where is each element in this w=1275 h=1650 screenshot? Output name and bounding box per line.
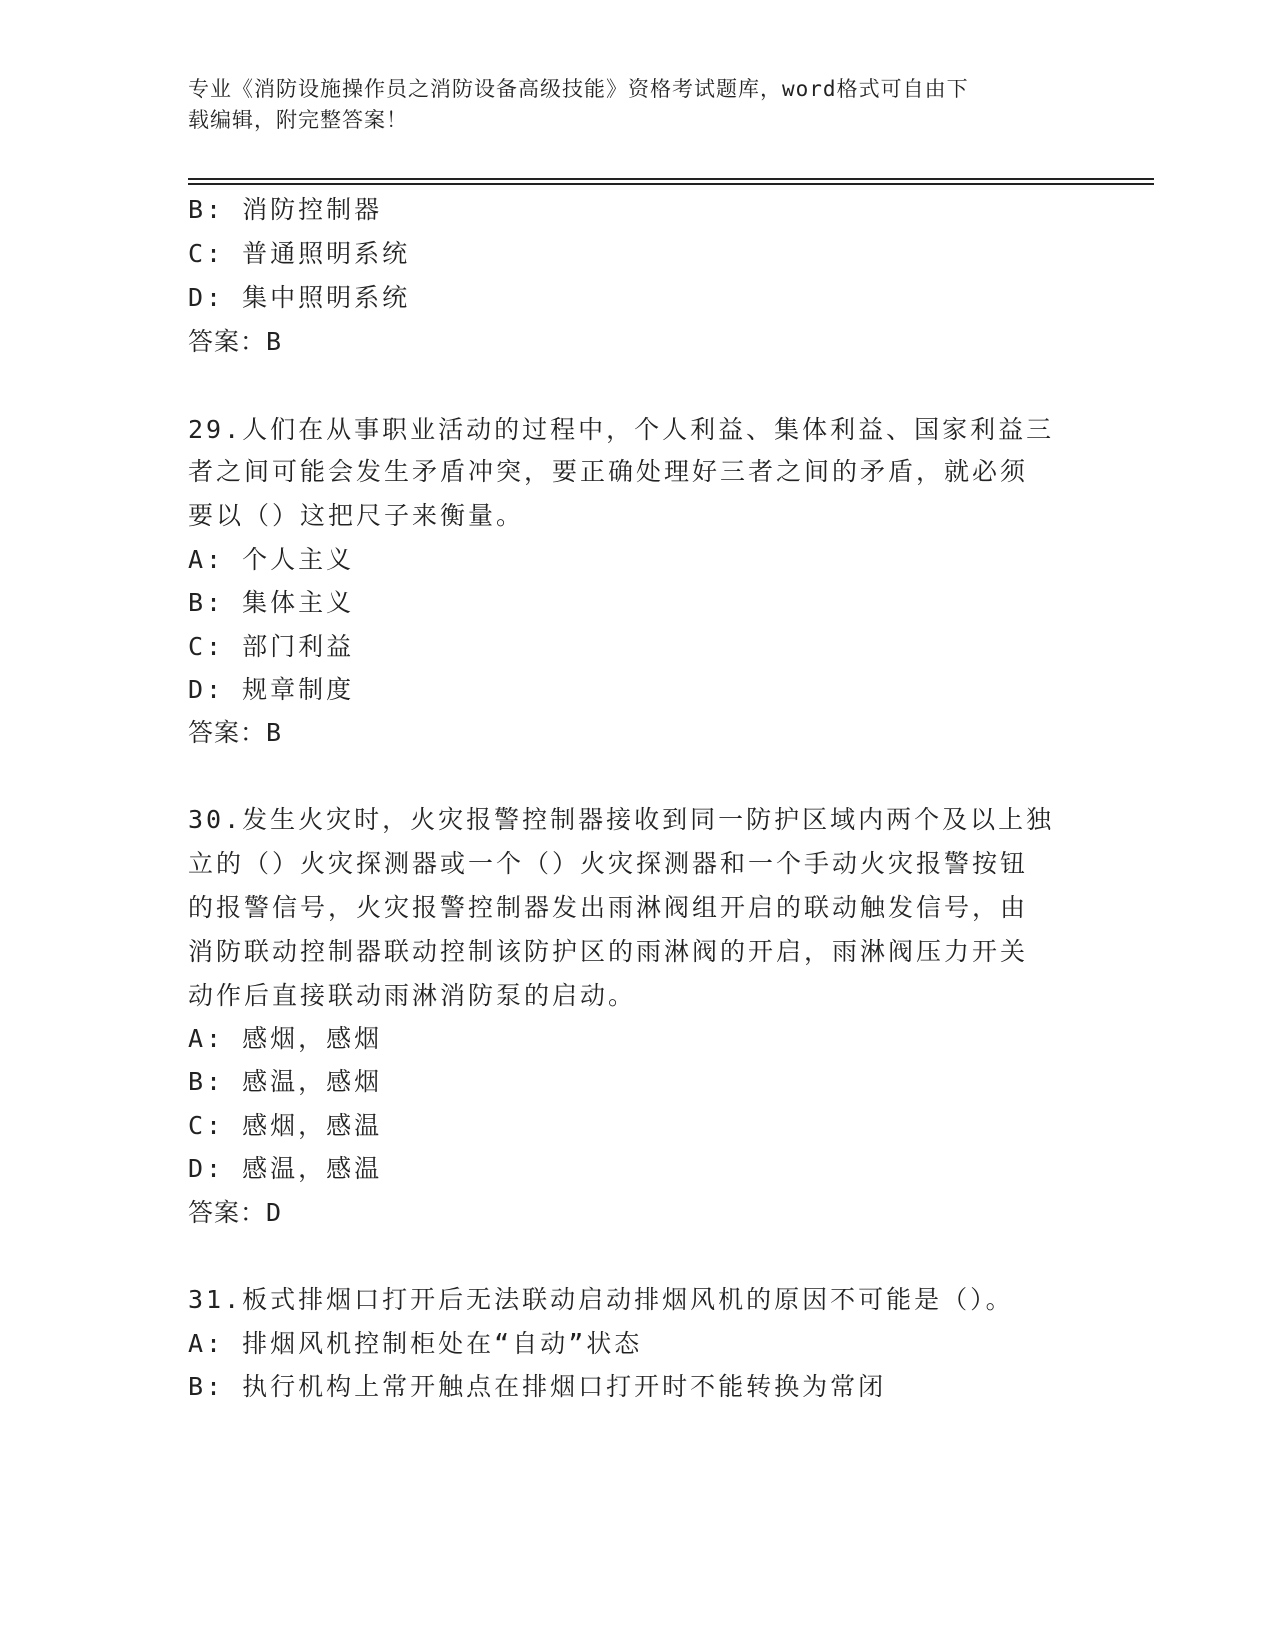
q30-option-c: C: 感烟，感温	[188, 1111, 383, 1140]
q29-option-c: C: 部门利益	[188, 632, 355, 661]
document-header: 专业《消防设施操作员之消防设备高级技能》资格考试题库，word格式可自由下 载编辑，附完整答案！	[188, 77, 969, 132]
q30-question-line-1: 30.发生火灾时，火灾报警控制器接收到同一防护区域内两个及以上独	[188, 805, 1055, 834]
q28-option-d: D: 集中照明系统	[188, 283, 411, 312]
q30-question-line-4: 消防联动控制器联动控制该防护区的雨淋阀的开启，雨淋阀压力开关	[188, 937, 1029, 966]
q31-option-a: A: 排烟风机控制柜处在“自动”状态	[188, 1329, 643, 1358]
q30-option-d: D: 感温，感温	[188, 1154, 383, 1183]
q29-question-line-3: 要以（）这把尺子来衡量。	[188, 501, 525, 530]
q30-question-line-2: 立的（）火灾探测器或一个（）火灾探测器和一个手动火灾报警按钮	[188, 849, 1029, 878]
q28-answer: 答案：B	[188, 327, 283, 356]
q29-question-line-2: 者之间可能会发生矛盾冲突，要正确处理好三者之间的矛盾，就必须	[188, 457, 1029, 486]
q31-option-b: B: 执行机构上常开触点在排烟口打开时不能转换为常闭	[188, 1372, 887, 1401]
q30-answer: 答案：D	[188, 1198, 283, 1227]
q28-option-c: C: 普通照明系统	[188, 239, 411, 268]
header-divider-bottom	[188, 183, 1154, 185]
q30-option-b: B: 感温，感烟	[188, 1067, 383, 1096]
q30-option-a: A: 感烟，感烟	[188, 1024, 383, 1053]
q29-answer: 答案：B	[188, 718, 283, 747]
q28-option-b: B: 消防控制器	[188, 195, 383, 224]
q29-option-a: A: 个人主义	[188, 545, 355, 574]
header-divider-top	[188, 178, 1154, 180]
q30-question-line-3: 的报警信号，火灾报警控制器发出雨淋阀组开启的联动触发信号，由	[188, 893, 1029, 922]
q30-question-line-5: 动作后直接联动雨淋消防泵的启动。	[188, 981, 637, 1010]
q31-question-line-1: 31.板式排烟口打开后无法联动启动排烟风机的原因不可能是（）。	[188, 1285, 1014, 1314]
q29-option-b: B: 集体主义	[188, 588, 355, 617]
q29-question-line-1: 29.人们在从事职业活动的过程中，个人利益、集体利益、国家利益三	[188, 415, 1055, 444]
q29-option-d: D: 规章制度	[188, 675, 355, 704]
